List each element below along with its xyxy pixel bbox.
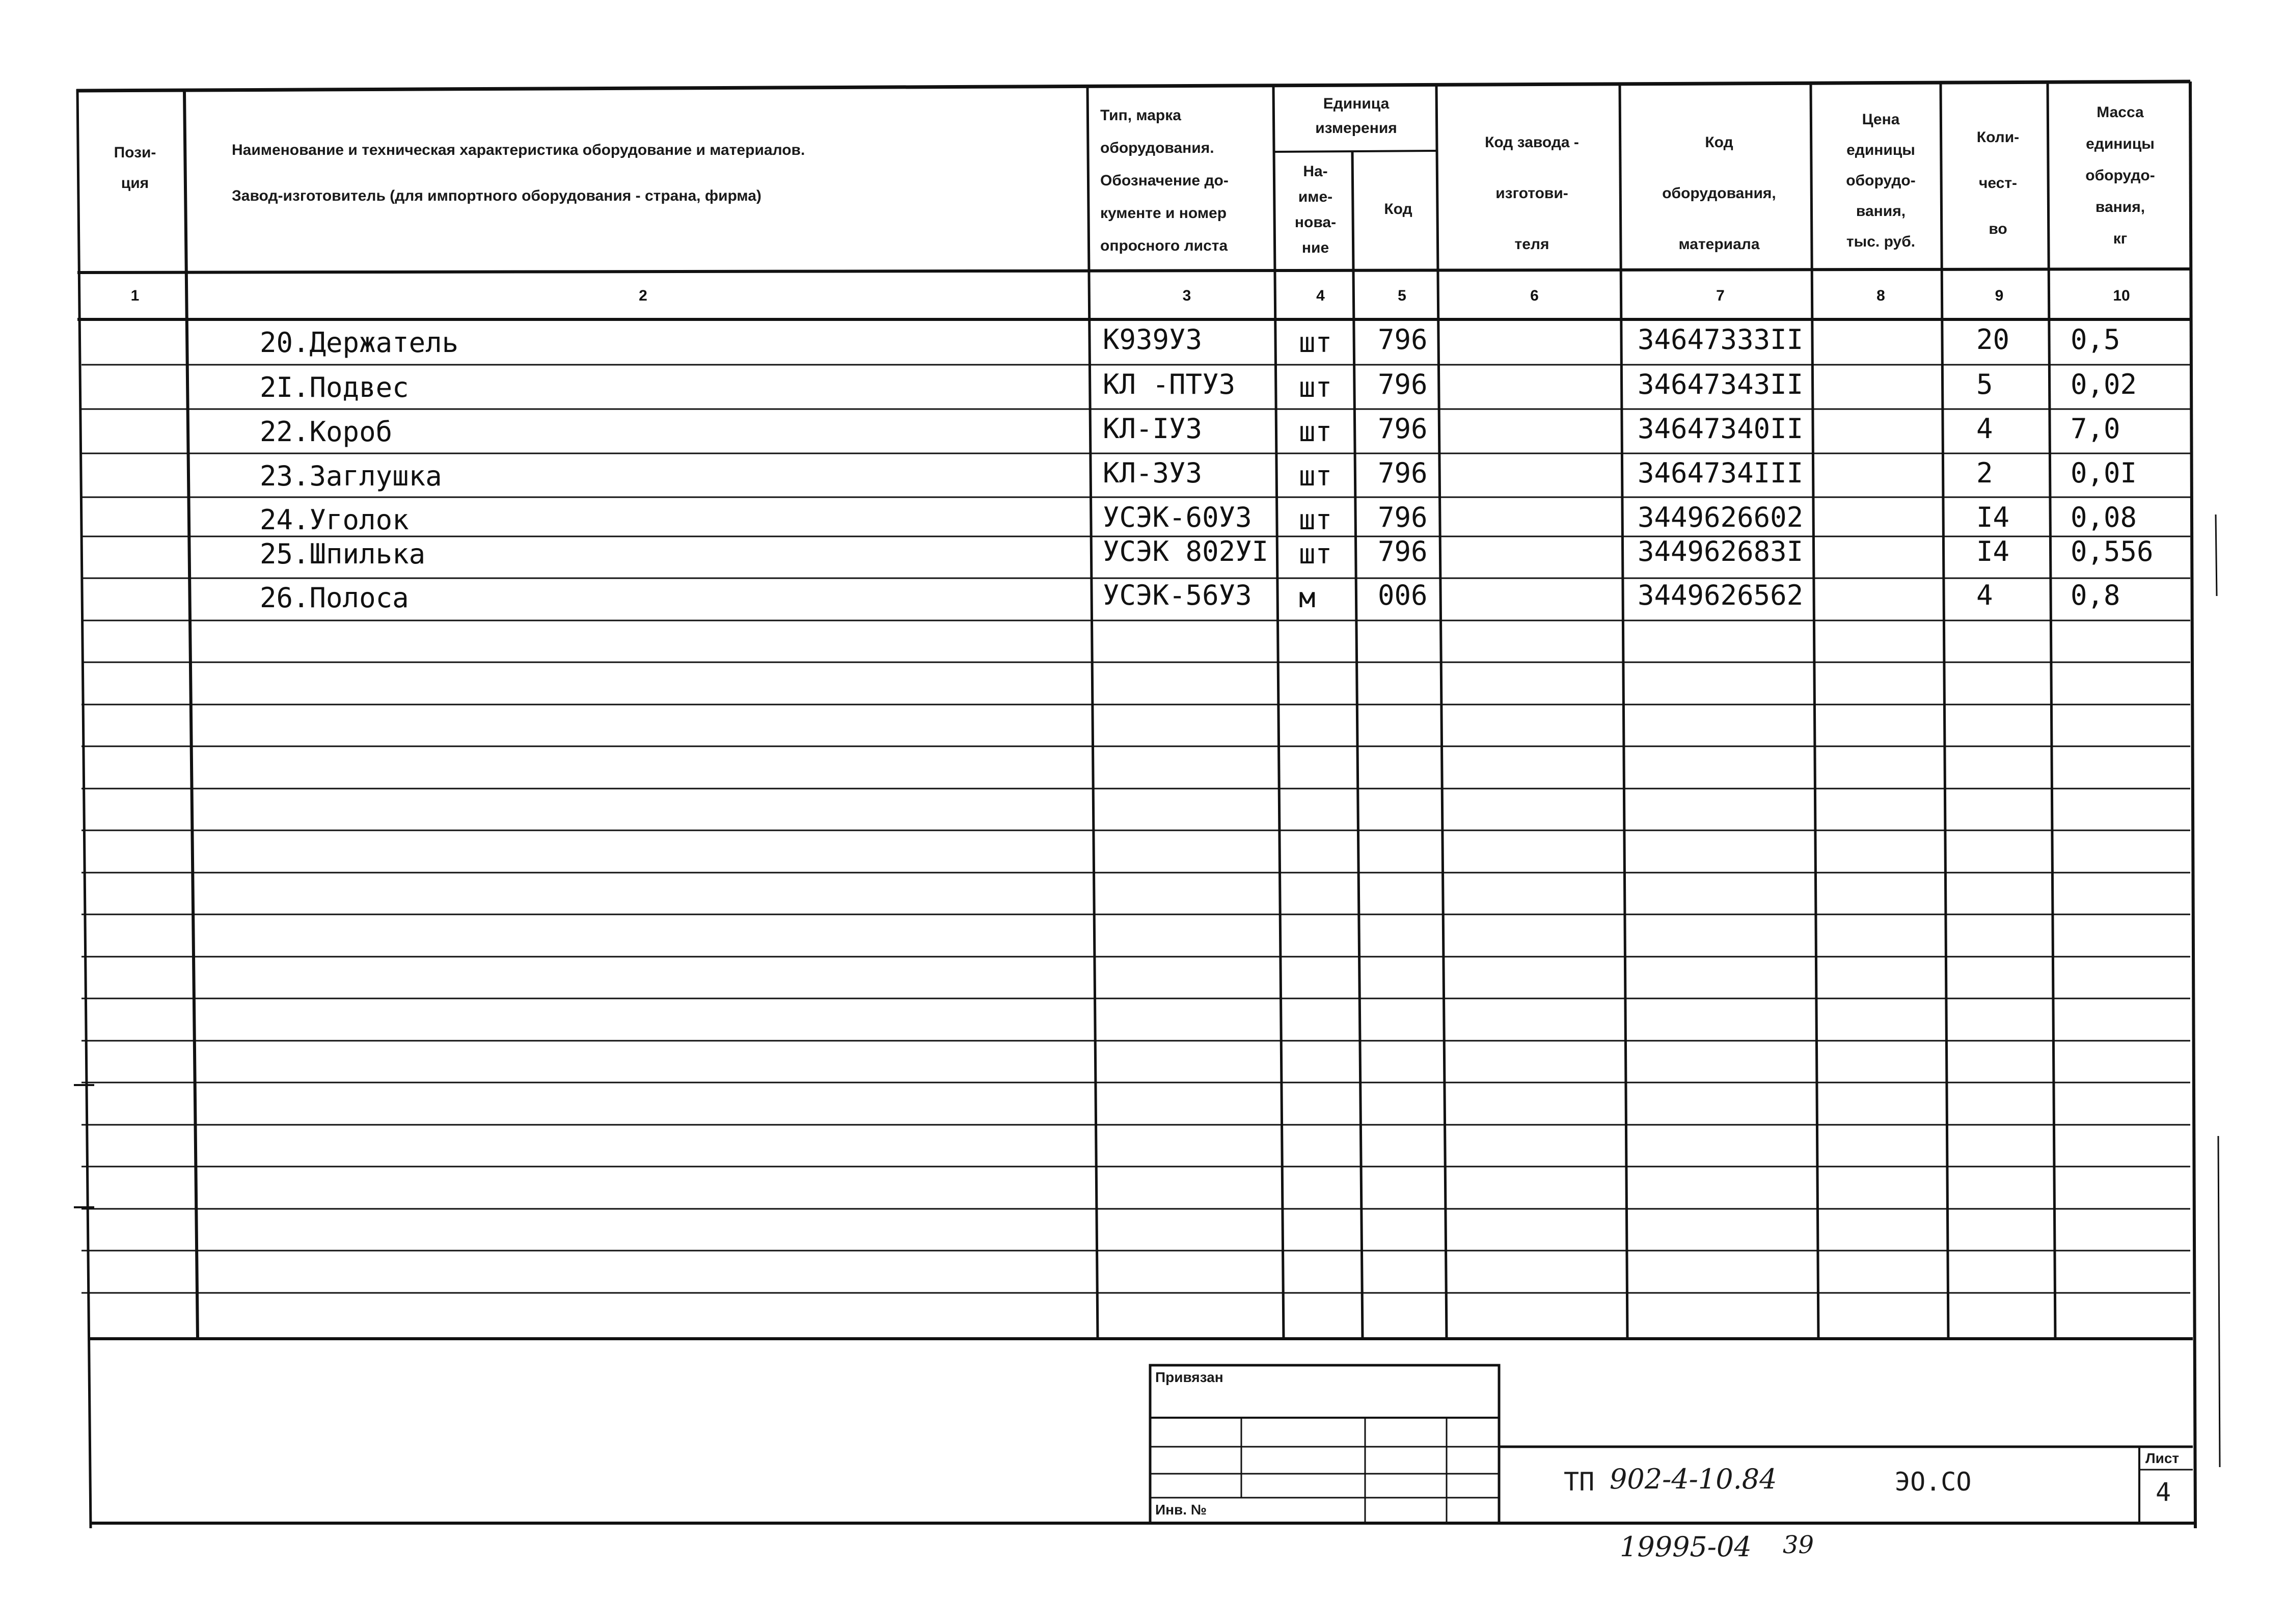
column-number: 3 bbox=[1182, 287, 1191, 304]
header-price-line: Цена bbox=[1862, 111, 1900, 128]
item-unit: шт bbox=[1299, 460, 1332, 492]
item-quantity: I4 bbox=[1976, 535, 2010, 567]
header-unit-name-line: ние bbox=[1301, 239, 1329, 256]
document-prefix: ТП bbox=[1564, 1467, 1595, 1497]
header-unit-group-line: измерения bbox=[1315, 120, 1397, 137]
header-price bbox=[1816, 104, 1946, 257]
header-name bbox=[232, 127, 1077, 219]
header-equipment-code-line: материала bbox=[1678, 236, 1760, 253]
header-unit-name-line: име- bbox=[1298, 188, 1333, 205]
header-manufacturer-code-line: теля bbox=[1514, 236, 1549, 253]
item-unit: м bbox=[1299, 582, 1316, 614]
header-mass-line: оборудо- bbox=[2085, 167, 2155, 184]
item-type: КЛ -ПТУ3 bbox=[1103, 368, 1236, 400]
sheet-label: Лист bbox=[2145, 1450, 2180, 1466]
item-unit: шт bbox=[1299, 504, 1332, 536]
item-type: КЛ-IУ3 bbox=[1103, 413, 1203, 445]
header-quantity-line: во bbox=[1989, 221, 2007, 237]
document-section: ЭО.СО bbox=[1895, 1467, 1972, 1497]
header-position-line: ция bbox=[121, 175, 149, 192]
item-type: К939У3 bbox=[1103, 323, 1203, 356]
document-number: 902-4-10.84 bbox=[1610, 1463, 1777, 1495]
header-manufacturer-code-line: изготови- bbox=[1495, 185, 1568, 202]
item-unit: шт bbox=[1299, 327, 1332, 359]
archive-page: 39 bbox=[1783, 1531, 1814, 1559]
archive-number: 19995-04 bbox=[1620, 1531, 1752, 1563]
item-name: 26.Полоса bbox=[260, 582, 409, 614]
item-name: 20.Держатель bbox=[260, 327, 459, 359]
item-equipment-code: 34647340II bbox=[1638, 413, 1804, 445]
column-number: 8 bbox=[1876, 287, 1885, 304]
item-equipment-code: 34647333II bbox=[1638, 323, 1804, 356]
item-type: УСЭК 802УI bbox=[1103, 535, 1269, 567]
item-mass: 7,0 bbox=[2071, 413, 2120, 445]
title-block-grid bbox=[1150, 1365, 2193, 1523]
item-name: 2I.Подвес bbox=[260, 371, 409, 403]
header-name-line: Завод-изготовитель (для импортного оборудования - страна, фирма) bbox=[232, 187, 761, 204]
header-quantity-line: Коли- bbox=[1976, 129, 2020, 146]
header-type-line: Обозначение до- bbox=[1100, 172, 1229, 189]
header-type-line: кументе и номер bbox=[1100, 205, 1227, 222]
item-mass: 0,08 bbox=[2071, 501, 2137, 533]
column-number: 2 bbox=[639, 287, 647, 304]
inventory-number-label: Инв. № bbox=[1155, 1502, 1207, 1518]
item-name: 25.Шпилька bbox=[260, 538, 426, 570]
header-price-line: вания, bbox=[1856, 203, 1906, 220]
column-number: 10 bbox=[2113, 287, 2130, 304]
header-quantity bbox=[1946, 115, 2050, 252]
item-name: 22.Короб bbox=[260, 416, 393, 448]
item-unit-code: 796 bbox=[1378, 368, 1428, 400]
header-quantity-line: чест- bbox=[1978, 175, 2018, 192]
item-type: КЛ-3У3 bbox=[1103, 457, 1203, 489]
column-number: 1 bbox=[130, 287, 140, 304]
item-mass: 0,0I bbox=[2071, 457, 2137, 489]
header-unit-code-line: Код bbox=[1384, 201, 1412, 218]
header-type bbox=[1100, 99, 1273, 262]
header-type-line: Тип, марка bbox=[1100, 107, 1181, 124]
header-price-line: оборудо- bbox=[1846, 172, 1916, 189]
header-price-line: тыс. руб. bbox=[1846, 233, 1916, 250]
item-unit: шт bbox=[1299, 416, 1332, 448]
header-mass-line: кг bbox=[2113, 230, 2128, 247]
header-manufacturer-code-line: Код завода - bbox=[1485, 134, 1579, 151]
header-mass bbox=[2053, 97, 2188, 255]
header-equipment-code-line: Код bbox=[1705, 134, 1733, 151]
item-equipment-code: 3449626602 bbox=[1638, 501, 1804, 533]
header-price-line: единицы bbox=[1846, 142, 1915, 158]
header-mass-line: Масса bbox=[2097, 104, 2144, 121]
item-name: 23.Заглушка bbox=[260, 460, 442, 492]
header-unit-name-line: нова- bbox=[1294, 214, 1337, 231]
header-type-line: опросного листа bbox=[1100, 237, 1228, 254]
item-quantity: 5 bbox=[1976, 368, 1993, 400]
header-equipment-code bbox=[1625, 117, 1813, 270]
item-type: УСЭК-56У3 bbox=[1103, 579, 1252, 611]
column-number: 9 bbox=[1995, 287, 2004, 304]
item-mass: 0,02 bbox=[2071, 368, 2137, 400]
item-unit: шт bbox=[1299, 371, 1332, 403]
item-quantity: 4 bbox=[1976, 579, 1993, 611]
header-position bbox=[89, 138, 181, 199]
item-equipment-code: 3449626562 bbox=[1638, 579, 1804, 611]
column-number: 4 bbox=[1316, 287, 1325, 304]
item-unit: шт bbox=[1299, 538, 1332, 570]
item-quantity: 4 bbox=[1976, 413, 1993, 445]
item-quantity: 2 bbox=[1976, 457, 1993, 489]
header-unit-group bbox=[1276, 92, 1436, 141]
header-mass-line: единицы bbox=[2086, 136, 2155, 152]
item-unit-code: 796 bbox=[1378, 535, 1428, 567]
item-quantity: 20 bbox=[1976, 323, 2010, 356]
column-number: 6 bbox=[1530, 287, 1539, 304]
item-mass: 0,556 bbox=[2071, 535, 2154, 567]
item-unit-code: 006 bbox=[1378, 579, 1428, 611]
item-unit-code: 796 bbox=[1378, 323, 1428, 356]
item-mass: 0,5 bbox=[2071, 323, 2120, 356]
item-equipment-code: 34647343II bbox=[1638, 368, 1804, 400]
item-unit-code: 796 bbox=[1378, 501, 1428, 533]
item-type: УСЭК-60У3 bbox=[1103, 501, 1252, 533]
item-equipment-code: 344962683I bbox=[1638, 535, 1804, 567]
header-unit-name-line: На- bbox=[1303, 163, 1328, 180]
item-equipment-code: 3464734III bbox=[1638, 457, 1804, 489]
header-position-line: Пози- bbox=[114, 144, 156, 161]
header-name-line: Наименование и техническая характеристика оборудование и материалов. bbox=[232, 142, 805, 158]
header-unit-code bbox=[1357, 194, 1439, 225]
sheet-number: 4 bbox=[2156, 1477, 2171, 1507]
header-equipment-code-line: оборудования, bbox=[1662, 185, 1776, 202]
bound-label: Привязан bbox=[1155, 1369, 1223, 1385]
header-unit-group-line: Единица bbox=[1323, 95, 1390, 112]
header-mass-line: вания, bbox=[2095, 199, 2145, 215]
item-mass: 0,8 bbox=[2071, 579, 2120, 611]
item-unit-code: 796 bbox=[1378, 413, 1428, 445]
column-number: 7 bbox=[1716, 287, 1725, 304]
header-type-line: оборудования. bbox=[1100, 140, 1214, 156]
header-unit-name bbox=[1276, 159, 1355, 261]
item-unit-code: 796 bbox=[1378, 457, 1428, 489]
header-manufacturer-code bbox=[1444, 117, 1620, 270]
column-number: 5 bbox=[1398, 287, 1406, 304]
item-name: 24.Уголок bbox=[260, 504, 409, 536]
item-quantity: I4 bbox=[1976, 501, 2010, 533]
